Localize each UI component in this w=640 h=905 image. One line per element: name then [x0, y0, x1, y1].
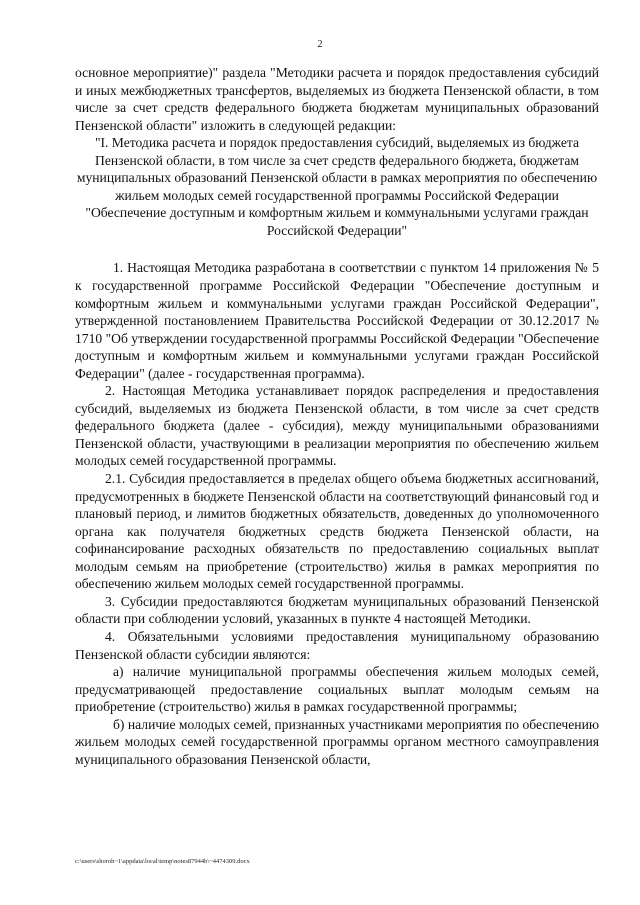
paragraph-2-1: 2.1. Субсидия предоставляется в пределах общего объема бюджетных ассигнований, предусмотренных в бюджете Пензенской области на соответствующий финансовый год и плановый период, и лимитов бюджетных обязательств, доведенных до уполномоченного органа как получателя бюджетных средств бюджета Пензенской области, на софинансирование расходных обязательств по предоставлению социальных выплат молодым семьям на приобретение (строительство) жилья в рамках мероприятия по обеспечению жильем молодых семей государственной программы.	[75, 471, 599, 592]
paragraph-3: 3. Субсидии предоставляются бюджетам муниципальных образований Пензенской области при соблюдении условий, указанных в пункте 4 настоящей Методики.	[75, 593, 599, 627]
paragraph-1: 1. Настоящая Методика разработана в соответствии с пунктом 14 приложения № 5 к государственной программе Российской Федерации "Обеспечение доступным и комфортным жильем и коммунальными услугами граждан Российской Федерации", утвержденной постановлением Правительства Российской Федерации от 30.12.2017 № 1710 "Об утверждении государственной программы Российской Федерации "Обеспечение доступным и комфортным жильем и коммунальными услугами граждан Российской Федерации" (далее - государственная программа).	[75, 260, 599, 381]
paragraph-4a: а) наличие муниципальной программы обеспечения жильем молодых семей, предусматривающей предоставление социальных выплат молодым семьям на приобретение (строительство) жилья в рамках государственной программы;	[75, 664, 599, 715]
paragraph-2: 2. Настоящая Методика устанавливает порядок распределения и предоставления субсидий, выделяемых из бюджета Пензенской области, в том числе за счет средств федерального бюджета (далее - субсидия), между муниципальными образованиями Пензенской области, участвующими в реализации мероприятия по обеспечению жильем молодых семей государственной программы.	[75, 383, 599, 469]
spacer	[75, 239, 599, 259]
intro-paragraph: основное мероприятие)" раздела "Методики расчета и порядок предоставления субсидий и иных межбюджетных трансфертов, выделяемых из бюджета Пензенской области, в том числе за счет средств федерального бюджета бюджетам муниципальных образований Пензенской области" изложить в следующей редакции:	[75, 65, 599, 133]
page-number: 2	[317, 39, 323, 50]
document-body	[75, 64, 599, 768]
section-heading: "I. Методика расчета и порядок предоставления субсидий, выделяемых из бюджета Пензенской области, в том числе за счет средств федерального бюджета, бюджетам муниципальных образований Пензенской области в рамках мероприятия по обеспечению жильем молодых семей государственной программы Российской Федерации "Обеспечение доступным и комфортным жильем и коммунальными услугами граждан Российской Федерации"	[76, 135, 598, 238]
file-path-footer: c:\users\shoroh~1\appdata\local\temp\notes87944b\~4474309.docx	[75, 858, 250, 865]
paragraph-4: 4. Обязательными условиями предоставления муниципальному образованию Пензенской области субсидии являются:	[75, 628, 599, 662]
paragraph-4b: б) наличие молодых семей, признанных участниками мероприятия по обеспечению жильем молодых семей государственной программы органом местного самоуправления муниципального образования Пензенской области,	[75, 716, 599, 767]
